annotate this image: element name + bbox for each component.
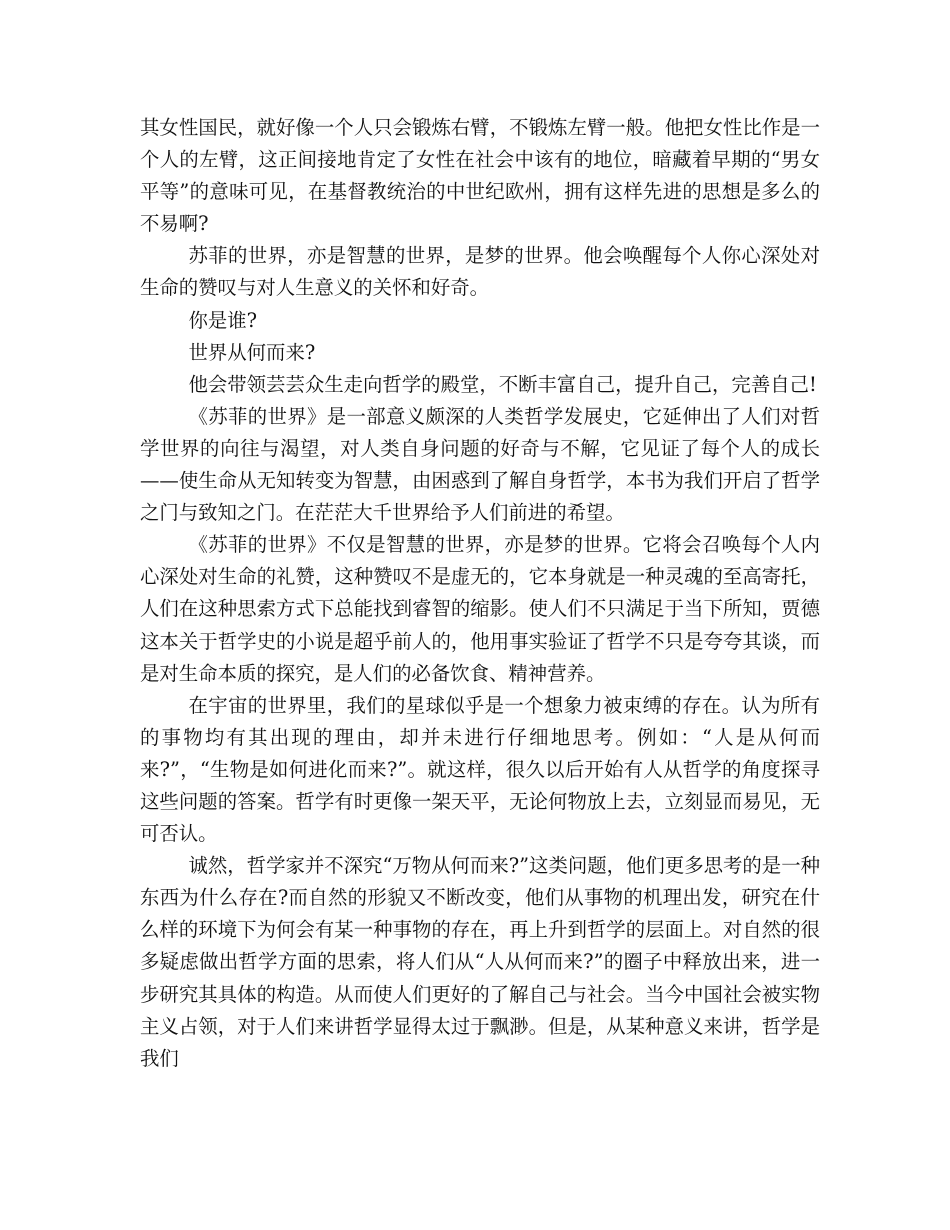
- paragraph-4: 世界从何而来?: [188, 340, 316, 364]
- paragraph-7: 《苏菲的世界》不仅是智慧的世界，亦是梦的世界。它将会召唤每个人内心深处对生命的礼赞，这种赞叹不是虚无的，它本身就是一种灵魂的至高寄托，人们在这种思索方式下总能找到睿智的缩影。使人们不只满足于当下所知，贾德这本关于哲学史的小说是超乎前人的，他用事实验证了哲学不只是夸夸其谈，而是对生命本质的探究，是人们的必备饮食、精神营养。: [140, 533, 820, 685]
- document-body: [140, 112, 820, 1075]
- paragraph-2: 苏菲的世界，亦是智慧的世界，是梦的世界。他会唤醒每个人你心深处对生命的赞叹与对人生意义的关怀和好奇。: [140, 244, 820, 300]
- paragraph-1: 其女性国民，就好像一个人只会锻炼右臂，不锻炼左臂一般。他把女性比作是一个人的左臂，这正间接地肯定了女性在社会中该有的地位，暗藏着早期的“男女平等”的意味可见，在基督教统治的中世纪欧州，拥有这样先进的思想是多么的不易啊?: [140, 116, 820, 236]
- paragraph-9: 诚然，哲学家并不深究“万物从何而来?”这类问题，他们更多思考的是一种东西为什么存在?而自然的形貌又不断改变，他们从事物的机理出发，研究在什么样的环境下为何会有某一种事物的存在，再上升到哲学的层面上。对自然的很多疑虑做出哲学方面的思索，将人们从“人从何而来?”的圈子中释放出来，进一步研究其具体的构造。从而使人们更好的了解自己与社会。当今中国社会被实物主义占领，对于人们来讲哲学显得太过于飘渺。但是，从某种意义来讲，哲学是我们: [140, 854, 820, 1070]
- paragraph-5: 他会带领芸芸众生走向哲学的殿堂，不断丰富自己，提升自己，完善自己!: [188, 372, 817, 396]
- paragraph-8: 在宇宙的世界里，我们的星球似乎是一个想象力被束缚的存在。认为所有的事物均有其出现的理由，却并未进行仔细地思考。例如：“人是从何而来?”，“生物是如何进化而来?”。就这样，很久以后开始有人从哲学的角度探寻这些问题的答案。哲学有时更像一架天平，无论何物放上去，立刻显而易见，无可否认。: [140, 693, 820, 846]
- paragraph-6: 《苏菲的世界》是一部意义颇深的人类哲学发展史，它延伸出了人们对哲学世界的向往与渴望，对人类自身问题的好奇与不解，它见证了每个人的成长——使生命从无知转变为智慧，由困惑到了解自身哲学，本书为我们开启了哲学之门与致知之门。在茫茫大千世界给予人们前进的希望。: [140, 404, 820, 525]
- paragraph-3: 你是谁?: [188, 308, 258, 332]
